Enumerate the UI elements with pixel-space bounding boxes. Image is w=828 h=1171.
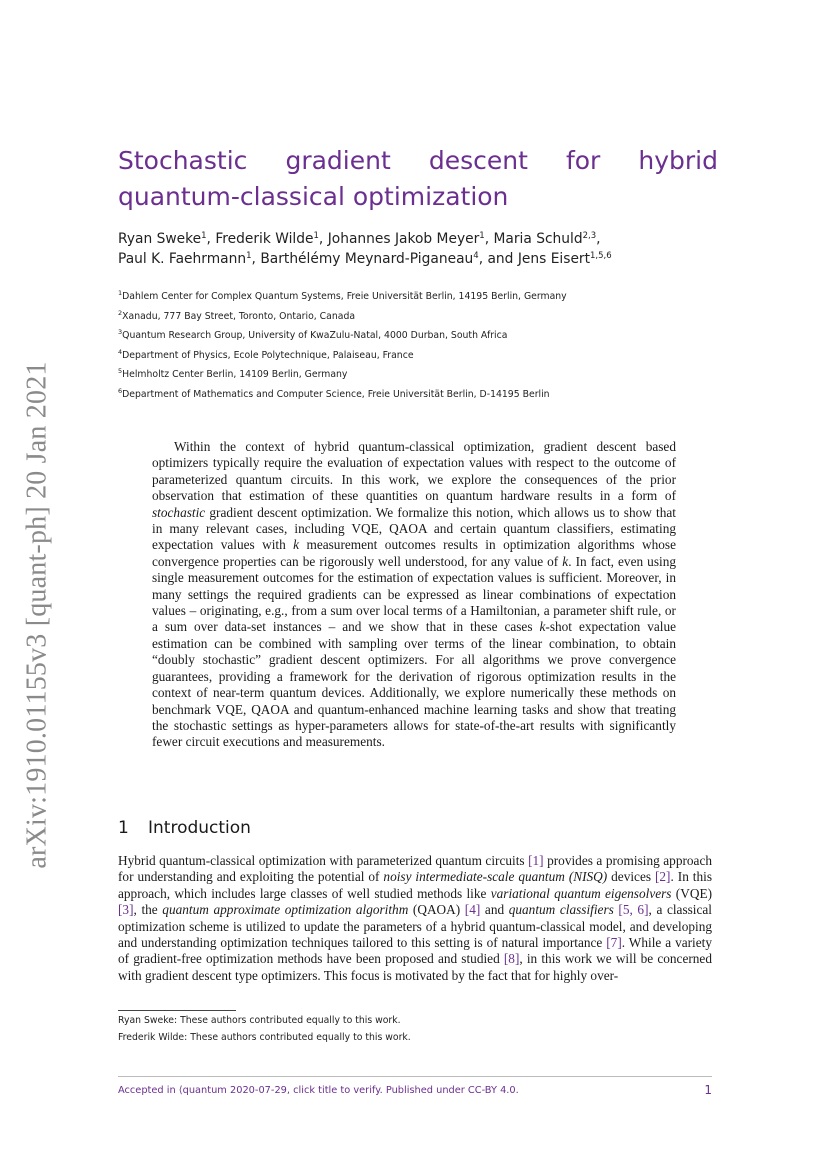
author-separator: , bbox=[251, 251, 261, 267]
author-affiliation-marker: 2,3 bbox=[582, 231, 597, 241]
intro-text: provides a promising approach for understanding and exploiting the potential of bbox=[118, 853, 712, 885]
affiliation-text: Department of Mathematics and Computer Science, Freie Universität Berlin, D-14195 Berlin bbox=[122, 388, 550, 400]
intro-paragraph bbox=[118, 853, 712, 984]
affiliation-number: 1 bbox=[118, 289, 123, 297]
page-footer bbox=[118, 1083, 712, 1097]
author-name: Ryan Sweke bbox=[118, 231, 202, 247]
intro-text: Hybrid quantum-classical optimization with parameterized quantum circuits bbox=[118, 853, 529, 868]
author-name: Paul K. Faehrmann bbox=[118, 251, 247, 267]
abstract-text: Within the context of hybrid quantum-classical optimization, gradient descent based optimizers typically require the evaluation of expectation values with respect to the outcome of parameterized quantum circuits. In this work, we explore the consequences of the prior observation that estimation of these quantities on quantum hardware results in a form of bbox=[152, 439, 676, 504]
affiliation-number: 4 bbox=[118, 347, 123, 356]
author-name: Frederik Wilde bbox=[215, 231, 314, 247]
author-affiliation-marker: 1 bbox=[201, 231, 207, 241]
math-k: k bbox=[293, 537, 300, 553]
affiliation-text: Dahlem Center for Complex Quantum Systems, Freie Universität Berlin, 14195 Berlin, Germany bbox=[122, 291, 567, 302]
footer-divider bbox=[118, 1076, 712, 1077]
author-separator: , bbox=[318, 231, 328, 247]
intro-emphasis: noisy intermediate-scale quantum (NISQ) bbox=[383, 869, 608, 885]
accepted-prefix: Accepted in bbox=[118, 1084, 179, 1096]
intro-text: (QAOA) bbox=[408, 902, 465, 918]
intro-emphasis: quantum classifiers bbox=[508, 902, 614, 918]
intro-emphasis: variational quantum eigensolvers bbox=[490, 885, 672, 901]
footnotes bbox=[118, 1012, 712, 1046]
math-k: k bbox=[539, 619, 546, 635]
author-name: Barthélémy Meynard-Piganeau bbox=[260, 251, 474, 267]
citation-link[interactable]: [7] bbox=[606, 935, 622, 951]
abstract-text: measurement outcomes results in optimization algorithms whose convergence properties can be rigorously well understood, for any value of bbox=[152, 537, 676, 569]
author-name: Johannes Jakob Meyer bbox=[327, 231, 480, 247]
citation-link[interactable]: [2] bbox=[654, 869, 671, 885]
affiliation-number: 5 bbox=[118, 367, 123, 376]
abstract-text: -shot expectation value estimation can be combined with sampling over terms of the linear combination, to obtain “doubly stochastic” gradient descent optimizers. For all algorithms we prove convergence guarantees, providing a framework for the derivation of rigorous optimization results in the context of near-term quantum devices. Additionally, we explore numerically these methods on benchmark VQE, QAOA and quantum-enhanced machine learning tasks and show that treating the stochastic settings as hyper-parameters allows for state-of-the-art results with significantly fewer circuit executions and measurements. bbox=[152, 619, 677, 750]
author-affiliation-marker: 1,5,6 bbox=[590, 251, 612, 261]
section-heading bbox=[118, 818, 251, 838]
arxiv-stamp[interactable] bbox=[18, 360, 58, 870]
affiliation-text: Department of Physics, Ecole Polytechnique, Palaiseau, France bbox=[122, 349, 414, 361]
affiliation-text: Xanadu, 777 Bay Street, Toronto, Ontario, Canada bbox=[122, 310, 356, 322]
intro-text: (VQE) bbox=[671, 885, 712, 901]
page-number: 1 bbox=[704, 1083, 712, 1097]
author-affiliation-marker: 4 bbox=[473, 251, 479, 261]
author-list bbox=[118, 229, 718, 269]
intro-text: , the bbox=[133, 902, 163, 918]
affiliation-number: 6 bbox=[118, 386, 123, 395]
abstract bbox=[152, 439, 676, 751]
quantum-journal-logo[interactable]: ⟨quantum bbox=[178, 1084, 227, 1096]
intro-text: . While a variety of gradient-free optimization methods have been proposed and studied bbox=[118, 935, 712, 967]
footnote: Ryan Sweke: These authors contributed equally to this work. bbox=[118, 1015, 401, 1026]
intro-emphasis: quantum approximate optimization algorithm bbox=[162, 902, 409, 918]
intro-text: . In this approach, which includes large classes of well studied methods like bbox=[118, 869, 712, 901]
author-affiliation-marker: 1 bbox=[479, 231, 485, 241]
affiliation-text: Quantum Research Group, University of KwaZulu-Natal, 4000 Durban, South Africa bbox=[122, 330, 508, 342]
author-separator: , and bbox=[478, 251, 518, 267]
affiliation-item bbox=[118, 328, 718, 348]
section-number: 1 bbox=[118, 818, 129, 838]
affiliation-list bbox=[118, 289, 718, 407]
intro-text: devices bbox=[607, 869, 655, 885]
author-separator: , bbox=[206, 231, 216, 247]
abstract-text: gradient descent optimization. We formalize this notion, which allows us to show that in many relevant cases, including VQE, QAOA and certain quantum classifiers, estimating expectation values with bbox=[152, 504, 676, 553]
author-name: Maria Schuld bbox=[493, 231, 583, 247]
arxiv-stamp-text[interactable]: arXiv:1910.01155v3 [quant-ph] 20 Jan 2021 bbox=[22, 361, 54, 869]
author-separator: , bbox=[484, 231, 494, 247]
journal-acceptance-note[interactable] bbox=[118, 1085, 519, 1096]
citation-link[interactable]: [5, 6] bbox=[618, 902, 649, 918]
affiliation-item bbox=[118, 367, 718, 387]
affiliation-item bbox=[118, 289, 718, 309]
affiliation-text: Helmholtz Center Berlin, 14109 Berlin, Germany bbox=[122, 369, 348, 381]
footnote: Frederik Wilde: These authors contributed equally to this work. bbox=[118, 1032, 411, 1043]
affiliation-item bbox=[118, 348, 718, 368]
author-separator: , bbox=[596, 231, 601, 247]
paper-title[interactable]: Stochastic gradient descent for hybrid quantum-classical optimization bbox=[118, 146, 718, 211]
accepted-suffix: 2020-07-29, click title to verify. Published under CC-BY 4.0. bbox=[226, 1084, 519, 1096]
intro-text: , in this work we will be concerned with gradient descent type optimizers. This focus is motivated by the fact that for highly over- bbox=[118, 951, 712, 983]
author-name: Jens Eisert bbox=[517, 251, 591, 267]
abstract-emphasis: stochastic bbox=[152, 504, 206, 520]
affiliation-item bbox=[118, 387, 718, 407]
affiliation-number: 3 bbox=[118, 328, 123, 337]
author-affiliation-marker: 1 bbox=[313, 231, 319, 241]
intro-text: , a classical optimization scheme is utilized to update the parameters of a hybrid quantum-classical model, and developing and understanding optimization techniques tailored to this setting is of natural importance bbox=[118, 902, 712, 951]
citation-link[interactable]: [4] bbox=[464, 902, 481, 918]
section-title: Introduction bbox=[148, 818, 251, 838]
citation-link[interactable]: [8] bbox=[503, 951, 520, 967]
citation-link[interactable]: [3] bbox=[118, 902, 134, 918]
intro-text: and bbox=[480, 902, 509, 918]
author-affiliation-marker: 1 bbox=[246, 251, 252, 261]
math-k: k bbox=[562, 553, 569, 569]
affiliation-number: 2 bbox=[118, 308, 123, 317]
abstract-text: . In fact, even using single measurement outcomes for the estimation of expectation values is sufficient. Moreover, in many settings the required gradients can be expressed as linear combinations of expectation values – originating, e.g., from a sum over local terms of a Hamiltonian, a parameter shift rule, or a sum over data-set instances – and we show that in these cases bbox=[152, 553, 676, 635]
affiliation-item bbox=[118, 309, 718, 329]
footnote-divider bbox=[118, 1010, 236, 1011]
citation-link[interactable]: [1] bbox=[528, 853, 544, 868]
